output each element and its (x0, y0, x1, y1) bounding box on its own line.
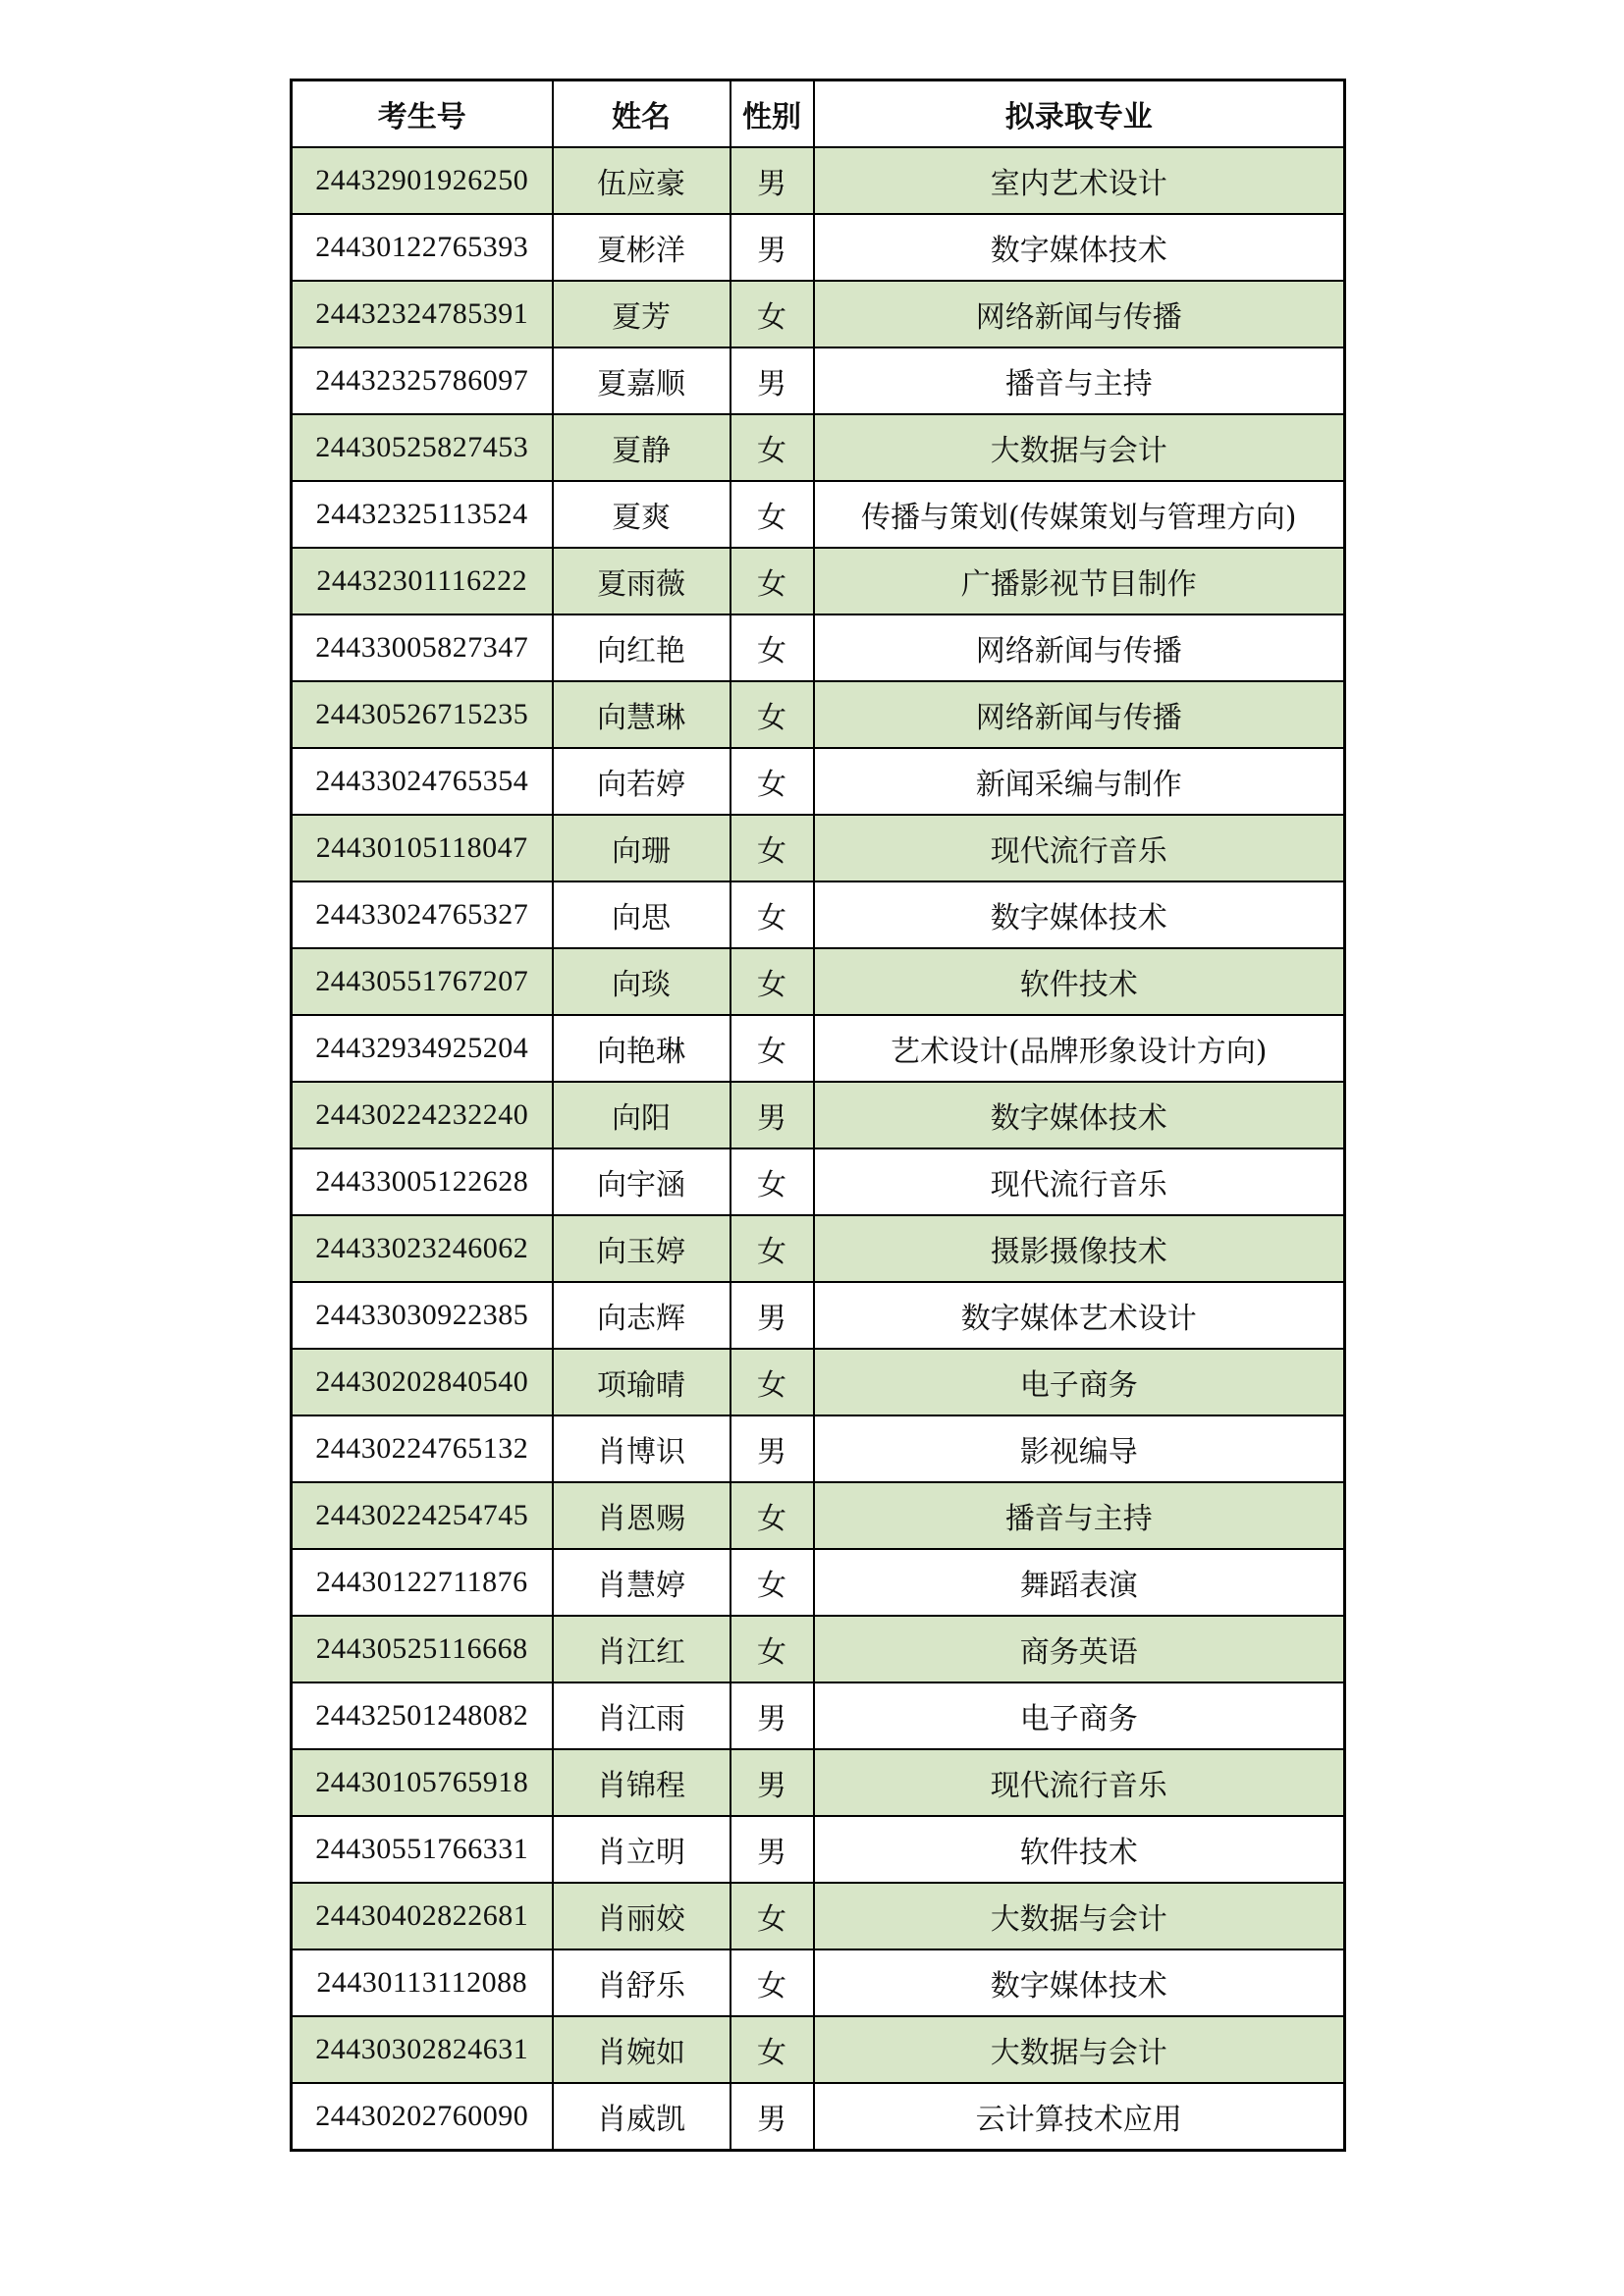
table-row (292, 815, 1345, 881)
cell-exam-id: 24430525827453 (292, 414, 553, 481)
cell-exam-id: 24432301116222 (292, 548, 553, 614)
cell-name: 向艳琳 (553, 1015, 731, 1082)
cell-exam-id: 24430526715235 (292, 681, 553, 748)
cell-gender: 男 (731, 147, 814, 214)
cell-exam-id: 24430402822681 (292, 1883, 553, 1949)
cell-name: 肖威凯 (553, 2083, 731, 2151)
cell-major: 影视编导 (814, 1415, 1345, 1482)
cell-gender: 女 (731, 1148, 814, 1215)
cell-name: 向思 (553, 881, 731, 948)
header-gender: 性别 (731, 80, 814, 148)
table-row (292, 881, 1345, 948)
cell-name: 肖江雨 (553, 1682, 731, 1749)
cell-gender: 男 (731, 1415, 814, 1482)
cell-gender: 男 (731, 1682, 814, 1749)
cell-name: 向若婷 (553, 748, 731, 815)
cell-major: 数字媒体技术 (814, 881, 1345, 948)
cell-gender: 女 (731, 481, 814, 548)
cell-exam-id: 24430122711876 (292, 1549, 553, 1616)
cell-name: 夏爽 (553, 481, 731, 548)
cell-major: 摄影摄像技术 (814, 1215, 1345, 1282)
table-row (292, 748, 1345, 815)
cell-gender: 女 (731, 548, 814, 614)
cell-exam-id: 24432325113524 (292, 481, 553, 548)
cell-gender: 女 (731, 281, 814, 347)
table-row (292, 214, 1345, 281)
cell-major: 室内艺术设计 (814, 147, 1345, 214)
cell-major: 现代流行音乐 (814, 1749, 1345, 1816)
cell-exam-id: 24433024765354 (292, 748, 553, 815)
table-row (292, 1015, 1345, 1082)
cell-name: 肖慧婷 (553, 1549, 731, 1616)
table-row (292, 614, 1345, 681)
cell-gender: 男 (731, 214, 814, 281)
table-row (292, 1415, 1345, 1482)
cell-gender: 女 (731, 815, 814, 881)
cell-exam-id: 24430105765918 (292, 1749, 553, 1816)
cell-exam-id: 24430224254745 (292, 1482, 553, 1549)
cell-major: 传播与策划(传媒策划与管理方向) (814, 481, 1345, 548)
table-row (292, 147, 1345, 214)
table-row (292, 948, 1345, 1015)
table-row (292, 481, 1345, 548)
table-row (292, 1349, 1345, 1415)
cell-exam-id: 24433023246062 (292, 1215, 553, 1282)
table-row (292, 1616, 1345, 1682)
cell-gender: 男 (731, 1816, 814, 1883)
cell-exam-id: 24430302824631 (292, 2016, 553, 2083)
table-row (292, 681, 1345, 748)
cell-gender: 男 (731, 1282, 814, 1349)
cell-exam-id: 24430202760090 (292, 2083, 553, 2151)
cell-major: 网络新闻与传播 (814, 281, 1345, 347)
table-row (292, 347, 1345, 414)
cell-gender: 女 (731, 748, 814, 815)
cell-exam-id: 24430224765132 (292, 1415, 553, 1482)
cell-name: 肖博识 (553, 1415, 731, 1482)
table-row (292, 1883, 1345, 1949)
cell-exam-id: 24430122765393 (292, 214, 553, 281)
cell-gender: 女 (731, 1949, 814, 2016)
cell-name: 伍应豪 (553, 147, 731, 214)
cell-major: 云计算技术应用 (814, 2083, 1345, 2151)
cell-name: 向琰 (553, 948, 731, 1015)
table-row (292, 1282, 1345, 1349)
cell-major: 网络新闻与传播 (814, 614, 1345, 681)
cell-gender: 女 (731, 414, 814, 481)
cell-name: 夏雨薇 (553, 548, 731, 614)
header-exam-id: 考生号 (292, 80, 553, 148)
cell-major: 数字媒体技术 (814, 1082, 1345, 1148)
cell-exam-id: 24430525116668 (292, 1616, 553, 1682)
cell-gender: 女 (731, 1616, 814, 1682)
cell-name: 肖江红 (553, 1616, 731, 1682)
table-row (292, 1148, 1345, 1215)
table-row (292, 1549, 1345, 1616)
cell-gender: 女 (731, 1015, 814, 1082)
table-row (292, 1215, 1345, 1282)
cell-major: 软件技术 (814, 948, 1345, 1015)
cell-major: 大数据与会计 (814, 414, 1345, 481)
cell-gender: 男 (731, 1082, 814, 1148)
table-row (292, 2083, 1345, 2151)
cell-name: 肖丽姣 (553, 1883, 731, 1949)
cell-major: 现代流行音乐 (814, 815, 1345, 881)
cell-major: 舞蹈表演 (814, 1549, 1345, 1616)
cell-name: 夏芳 (553, 281, 731, 347)
cell-name: 向宇涵 (553, 1148, 731, 1215)
header-name: 姓名 (553, 80, 731, 148)
cell-name: 肖立明 (553, 1816, 731, 1883)
table-header-row (292, 80, 1345, 148)
cell-exam-id: 24432325786097 (292, 347, 553, 414)
table-row (292, 1082, 1345, 1148)
table-body (292, 147, 1345, 2151)
admissions-table (290, 79, 1346, 2152)
cell-exam-id: 24433005122628 (292, 1148, 553, 1215)
cell-major: 电子商务 (814, 1349, 1345, 1415)
cell-gender: 女 (731, 1883, 814, 1949)
cell-exam-id: 24433005827347 (292, 614, 553, 681)
cell-name: 肖舒乐 (553, 1949, 731, 2016)
cell-gender: 女 (731, 614, 814, 681)
cell-major: 网络新闻与传播 (814, 681, 1345, 748)
cell-major: 大数据与会计 (814, 2016, 1345, 2083)
cell-major: 软件技术 (814, 1816, 1345, 1883)
cell-major: 数字媒体艺术设计 (814, 1282, 1345, 1349)
cell-gender: 男 (731, 2083, 814, 2151)
cell-name: 肖婉如 (553, 2016, 731, 2083)
cell-name: 向阳 (553, 1082, 731, 1148)
cell-name: 项瑜晴 (553, 1349, 731, 1415)
cell-exam-id: 24430113112088 (292, 1949, 553, 2016)
cell-name: 夏彬洋 (553, 214, 731, 281)
cell-name: 夏嘉顺 (553, 347, 731, 414)
cell-gender: 女 (731, 2016, 814, 2083)
cell-exam-id: 24432324785391 (292, 281, 553, 347)
cell-gender: 男 (731, 347, 814, 414)
cell-major: 电子商务 (814, 1682, 1345, 1749)
cell-gender: 男 (731, 1749, 814, 1816)
cell-exam-id: 24430551767207 (292, 948, 553, 1015)
table-row (292, 1682, 1345, 1749)
cell-major: 广播影视节目制作 (814, 548, 1345, 614)
cell-major: 播音与主持 (814, 347, 1345, 414)
cell-major: 数字媒体技术 (814, 214, 1345, 281)
cell-major: 现代流行音乐 (814, 1148, 1345, 1215)
cell-exam-id: 24432501248082 (292, 1682, 553, 1749)
cell-gender: 女 (731, 1549, 814, 1616)
table-row (292, 1482, 1345, 1549)
cell-name: 向志辉 (553, 1282, 731, 1349)
cell-gender: 女 (731, 681, 814, 748)
cell-exam-id: 24432901926250 (292, 147, 553, 214)
cell-gender: 女 (731, 1482, 814, 1549)
header-major: 拟录取专业 (814, 80, 1345, 148)
cell-major: 大数据与会计 (814, 1883, 1345, 1949)
table-row (292, 414, 1345, 481)
cell-major: 播音与主持 (814, 1482, 1345, 1549)
cell-exam-id: 24433024765327 (292, 881, 553, 948)
cell-exam-id: 24430224232240 (292, 1082, 553, 1148)
cell-gender: 女 (731, 881, 814, 948)
cell-exam-id: 24433030922385 (292, 1282, 553, 1349)
cell-name: 向慧琳 (553, 681, 731, 748)
cell-name: 向玉婷 (553, 1215, 731, 1282)
table-row (292, 1749, 1345, 1816)
cell-name: 夏静 (553, 414, 731, 481)
cell-exam-id: 24430551766331 (292, 1816, 553, 1883)
cell-name: 向珊 (553, 815, 731, 881)
table-row (292, 1949, 1345, 2016)
cell-gender: 女 (731, 1349, 814, 1415)
cell-major: 艺术设计(品牌形象设计方向) (814, 1015, 1345, 1082)
cell-gender: 女 (731, 948, 814, 1015)
cell-exam-id: 24430202840540 (292, 1349, 553, 1415)
table-row (292, 2016, 1345, 2083)
cell-exam-id: 24432934925204 (292, 1015, 553, 1082)
table-row (292, 548, 1345, 614)
cell-name: 向红艳 (553, 614, 731, 681)
cell-gender: 女 (731, 1215, 814, 1282)
cell-exam-id: 24430105118047 (292, 815, 553, 881)
cell-major: 商务英语 (814, 1616, 1345, 1682)
cell-name: 肖锦程 (553, 1749, 731, 1816)
table-row (292, 1816, 1345, 1883)
table-row (292, 281, 1345, 347)
cell-name: 肖恩赐 (553, 1482, 731, 1549)
cell-major: 数字媒体技术 (814, 1949, 1345, 2016)
cell-major: 新闻采编与制作 (814, 748, 1345, 815)
